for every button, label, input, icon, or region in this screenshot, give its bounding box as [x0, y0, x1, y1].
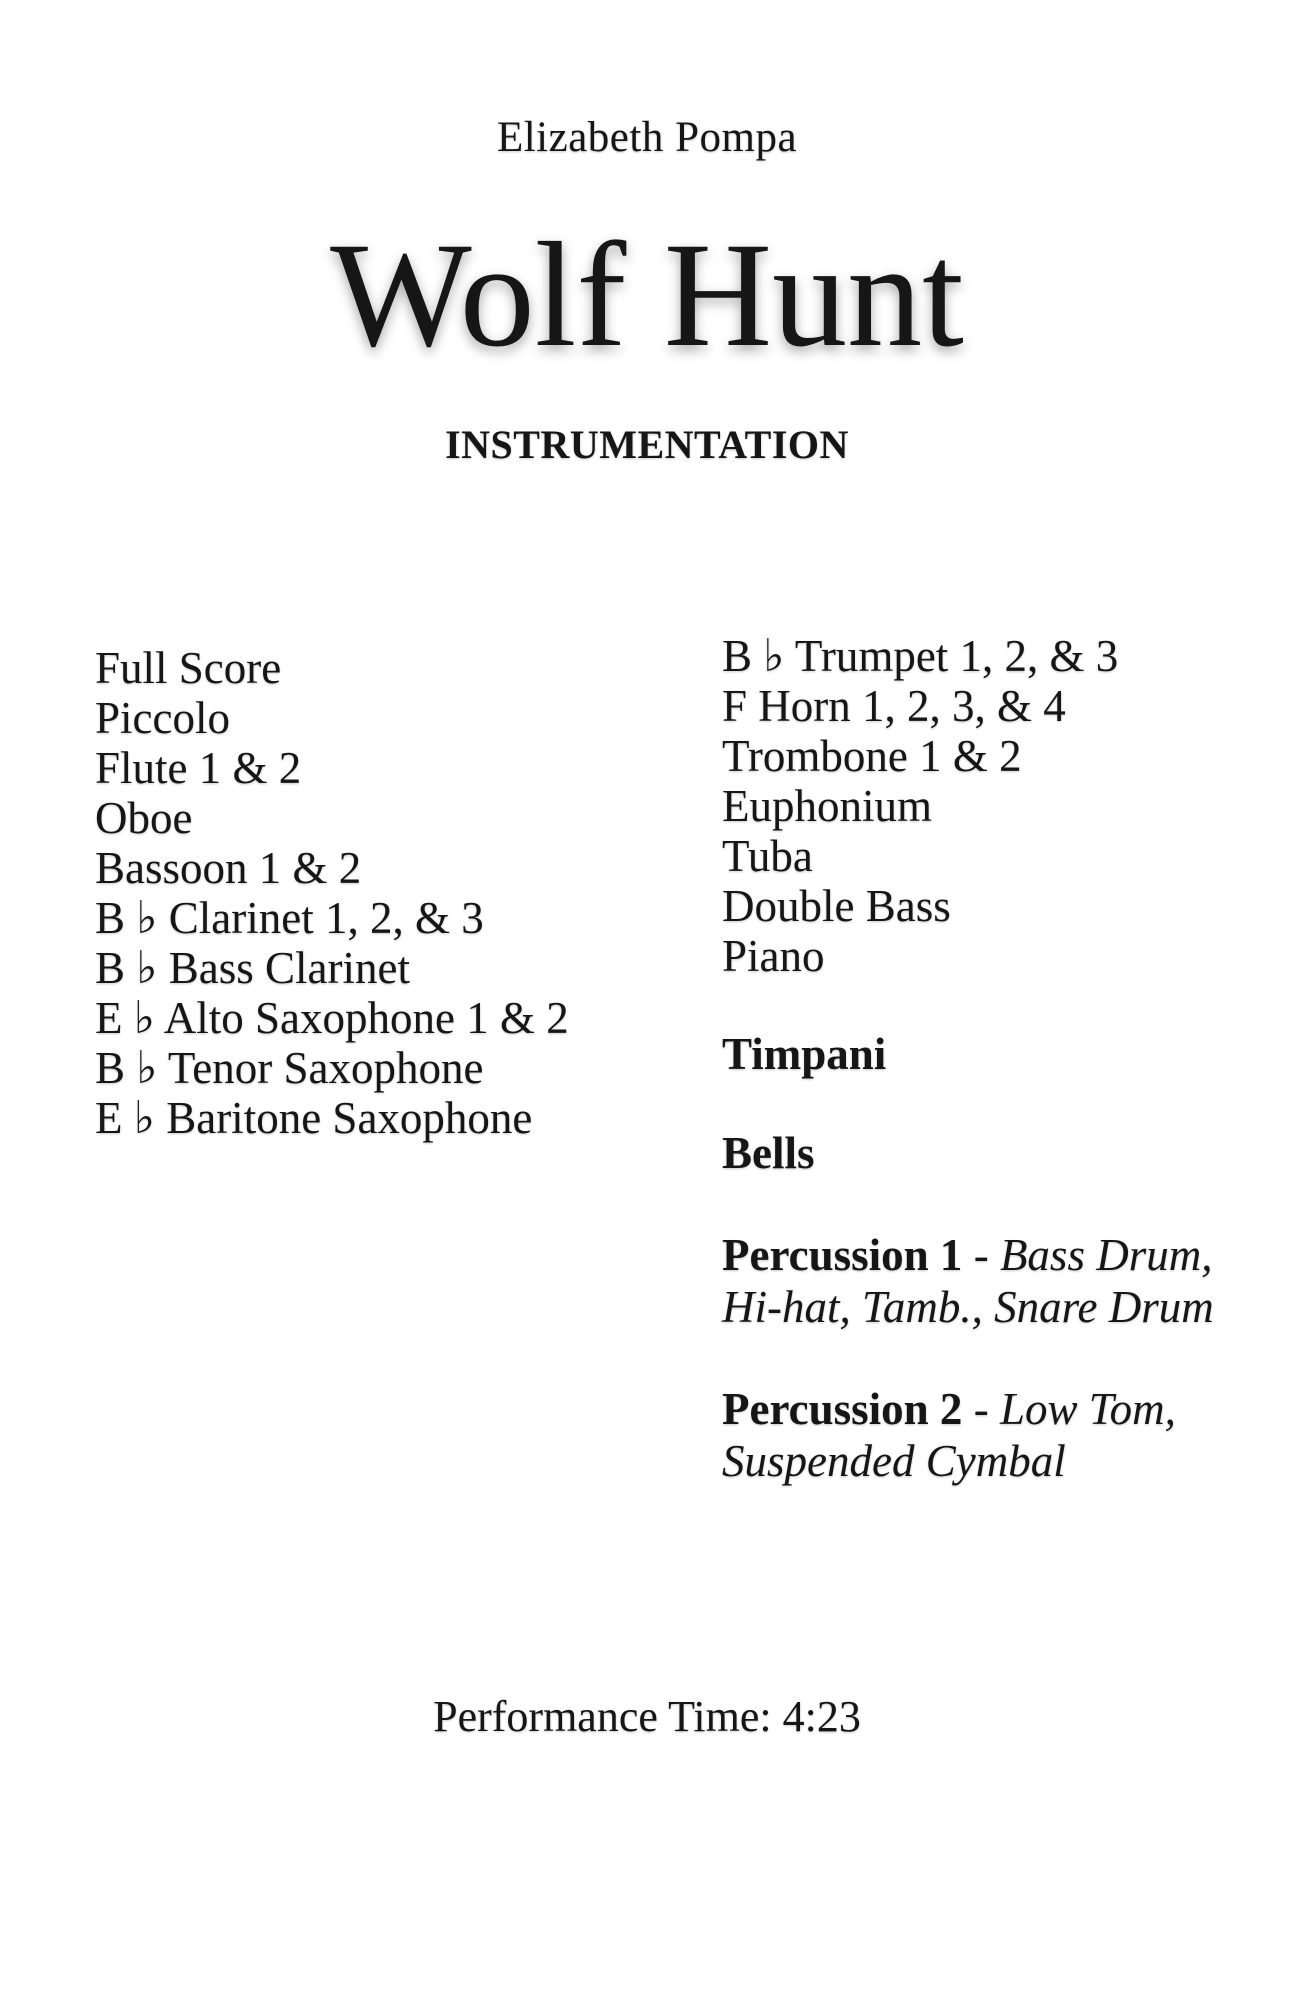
instrument-item-flute: Flute 1 & 2 — [95, 743, 302, 793]
instrument-item-horn: F Horn 1, 2, 3, & 4 — [722, 681, 1066, 731]
percussion-2-separator: - — [962, 1384, 1000, 1434]
composer-name: Elizabeth Pompa — [496, 114, 798, 161]
instrument-item-full-score: Full Score — [95, 643, 282, 693]
instrument-item-bells: Bells — [722, 1128, 815, 1178]
instrument-item-trombone: Trombone 1 & 2 — [722, 731, 1022, 781]
instrument-item-euphonium: Euphonium — [722, 781, 932, 831]
percussion-2-name: Percussion 2 — [722, 1384, 963, 1434]
instrument-item-percussion-1 — [722, 1229, 1242, 1333]
instrument-list-right — [722, 631, 1242, 1487]
instrument-item-tenor-sax: B ♭ Tenor Saxophone — [95, 1043, 484, 1093]
instrument-item-clarinet: B ♭ Clarinet 1, 2, & 3 — [95, 893, 484, 943]
performance-time: Performance Time: 4:23 — [433, 1692, 861, 1741]
instrument-item-timpani: Timpani — [722, 1029, 887, 1079]
instrument-item-piccolo: Piccolo — [95, 693, 230, 743]
instrument-item-oboe: Oboe — [95, 793, 193, 843]
instrument-item-double-bass: Double Bass — [722, 881, 951, 931]
percussion-1-detail-line1: Bass Drum, — [999, 1230, 1213, 1280]
instrument-list-left — [95, 643, 615, 1143]
percussion-2-detail-line2: Suspended Cymbal — [722, 1436, 1066, 1486]
instrument-item-trumpet: B ♭ Trumpet 1, 2, & 3 — [722, 631, 1119, 681]
instrument-item-percussion-2 — [722, 1383, 1242, 1487]
instrument-item-baritone-sax: E ♭ Baritone Saxophone — [95, 1093, 533, 1143]
page-title: Wolf Hunt — [330, 212, 964, 378]
percussion-1-name: Percussion 1 — [722, 1230, 963, 1280]
instrument-item-bass-clarinet: B ♭ Bass Clarinet — [95, 943, 410, 993]
instrument-item-piano: Piano — [722, 931, 825, 981]
instrument-item-bassoon: Bassoon 1 & 2 — [95, 843, 362, 893]
percussion-1-detail-line2: Hi-hat, Tamb., Snare Drum — [722, 1282, 1214, 1332]
percussion-1-separator: - — [962, 1230, 1000, 1280]
section-heading: INSTRUMENTATION — [445, 422, 849, 467]
instrument-item-alto-sax: E ♭ Alto Saxophone 1 & 2 — [95, 993, 569, 1043]
instrument-item-tuba: Tuba — [722, 831, 813, 881]
percussion-2-detail-line1: Low Tom, — [999, 1384, 1176, 1434]
